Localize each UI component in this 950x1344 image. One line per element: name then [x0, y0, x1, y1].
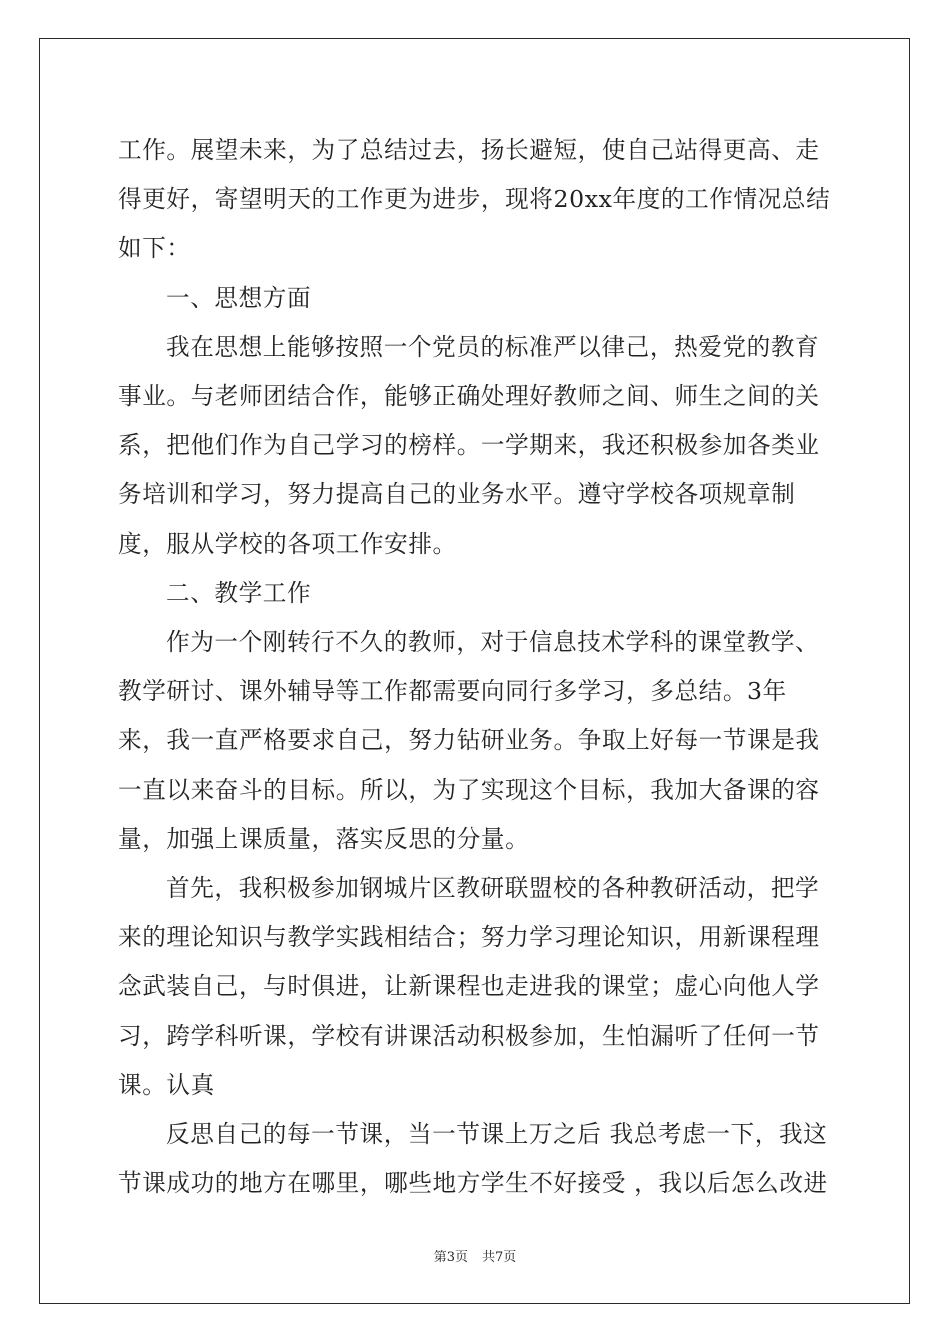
section-heading-thought: 一、思想方面 — [166, 283, 312, 312]
page-footer — [0, 1246, 950, 1265]
paragraph-reflection: 反思自己的每一节课，当一节课上万之后 我总考虑一下，我这节课成功的地方在哪里，哪些地方学生不好接受 ，我以后怎么改进 — [118, 1120, 828, 1198]
paragraph-firstly: 首先，我积极参加钢城片区教研联盟校的各种教研活动，把学来的理论知识与教学实践相结合；努力学习理论知识，用新课程理念武装自己，与时俱进，让新课程也走进我的课堂；虚心向他人学习，跨学科听课，学校有讲课活动积极参加，生怕漏听了任何一节课。认真 — [118, 874, 820, 1099]
document-body — [118, 126, 834, 1208]
page-number: 第3页 — [433, 1250, 468, 1265]
paragraph-teaching: 作为一个刚转行不久的教师，对于信息技术学科的课堂教学、教学研讨、课外辅导等工作都需要向同行多学习，多总结。3年来，我一直严格要求自己，努力钻研业务。争取上好每一节课是我一直以来奋斗的目标。所以，为了实现这个目标，我加大备课的容量，加强上课质量，落实反思的分量。 — [118, 628, 820, 853]
paragraph-intro-continued: 工作。展望未来，为了总结过去，扬长避短，使自己站得更高、走得更好，寄望明天的工作更为进步，现将20xx年度的工作情况总结如下： — [118, 136, 831, 263]
paragraph-thought: 我在思想上能够按照一个党员的标准严以律己，热爱党的教育事业。与老师团结合作，能够正确处理好教师之间、师生之间的关系，把他们作为自己学习的榜样。一学期来，我还积极参加各类业务培训和学习，努力提高自己的业务水平。遵守学校各项规章制度，服从学校的各项工作安排。 — [118, 332, 820, 558]
page-total: 共7页 — [482, 1250, 517, 1265]
section-heading-teaching: 二、教学工作 — [166, 578, 312, 607]
